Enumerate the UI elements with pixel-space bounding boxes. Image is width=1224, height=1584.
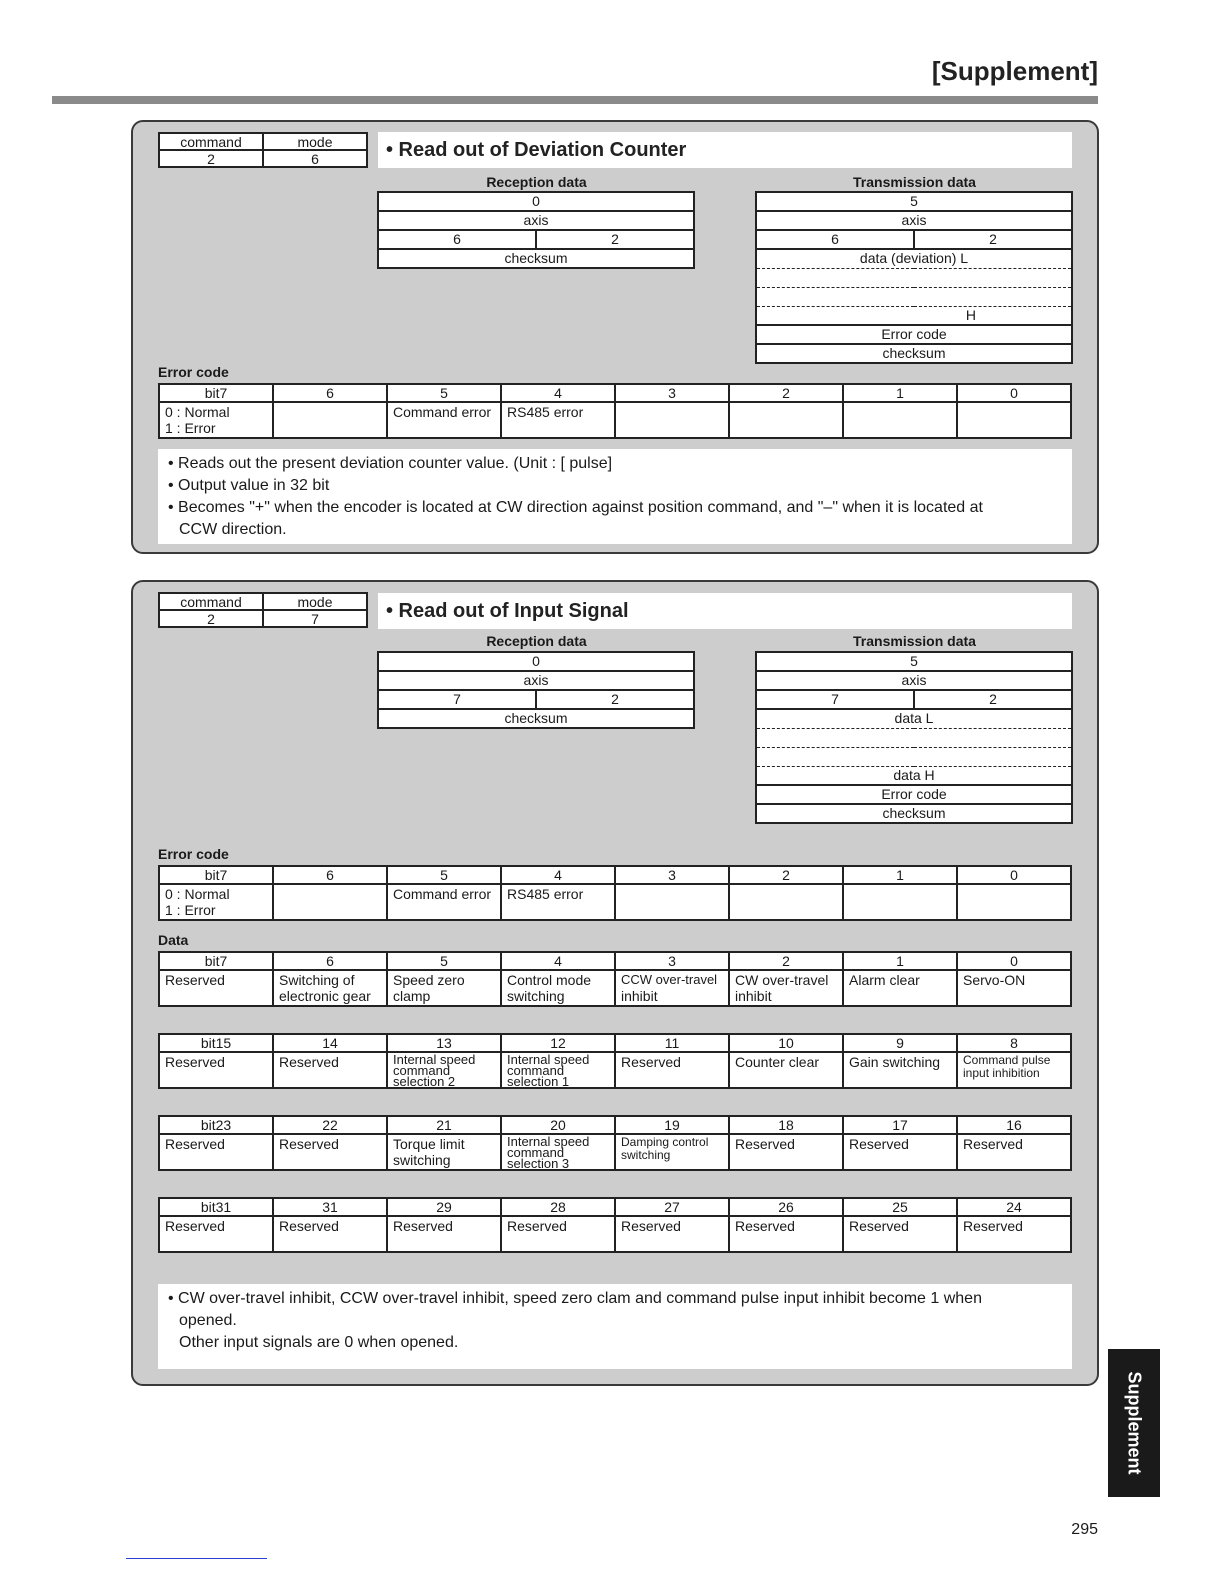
bit-header: 2 xyxy=(729,952,843,970)
bit-header: 0 xyxy=(957,952,1071,970)
command-value: 2 xyxy=(159,150,263,167)
bit-header: 3 xyxy=(615,952,729,970)
transmission-label: Transmission data xyxy=(853,174,976,190)
deviation-counter-panel xyxy=(131,120,1099,554)
reception-start: 0 xyxy=(378,652,694,671)
section-title: • Read out of Input Signal xyxy=(378,593,1072,629)
reception-axis: axis xyxy=(378,211,694,230)
error-code-label: Error code xyxy=(158,364,229,380)
bit-header: 4 xyxy=(501,384,615,402)
ccw-overtravel-text: CCW over-travel xyxy=(621,972,718,987)
bit-cell: Torque limit switching xyxy=(387,1134,501,1170)
error-text: 1 : Error xyxy=(165,902,216,918)
bit-cell xyxy=(843,884,957,920)
transmission-cmd: 7 xyxy=(756,690,914,709)
bit-cell: Alarm clear xyxy=(843,970,957,1006)
data-table-bits-31-24 xyxy=(158,1197,1072,1253)
bit-cell: Servo-ON xyxy=(957,970,1071,1006)
bit7-status xyxy=(159,402,273,438)
bit-header: 14 xyxy=(273,1034,387,1052)
reception-checksum: checksum xyxy=(378,249,694,268)
transmission-mode: 2 xyxy=(914,690,1072,709)
bit-cell: Reserved xyxy=(387,1216,501,1252)
transmission-data-mid2 xyxy=(756,747,1072,766)
bit-cell: Internal speed command selection 2 xyxy=(387,1052,501,1088)
transmission-label: Transmission data xyxy=(853,633,976,649)
bit-header: 8 xyxy=(957,1034,1071,1052)
footer-line xyxy=(126,1558,267,1559)
bit-cell xyxy=(273,402,387,438)
bit-cell xyxy=(729,884,843,920)
page-number: 295 xyxy=(1071,1521,1098,1538)
bit-header: bit23 xyxy=(159,1116,273,1134)
bit-cell: Reserved xyxy=(615,1052,729,1088)
reception-mode: 2 xyxy=(536,230,694,249)
command-mode-table xyxy=(158,592,368,628)
bit-cell: Reserved xyxy=(273,1216,387,1252)
error-text: 1 : Error xyxy=(165,420,216,436)
command-mode-table xyxy=(158,132,368,168)
mode-value: 7 xyxy=(263,610,367,627)
notes-box xyxy=(158,449,1072,544)
bit-cell: Damping control switching xyxy=(615,1134,729,1170)
bit-cell: Switching of electronic gear xyxy=(273,970,387,1006)
transmission-data-mid2 xyxy=(756,287,1072,306)
transmission-start: 5 xyxy=(756,652,1072,671)
bit-header: bit7 xyxy=(159,952,273,970)
error-code-table xyxy=(158,383,1072,439)
note-line: Other input signals are 0 when opened. xyxy=(179,1334,459,1351)
bit-cell: Control mode switching xyxy=(501,970,615,1006)
input-signal-panel xyxy=(131,580,1099,1386)
bit-cell xyxy=(957,402,1071,438)
bit-cell: Internal speed command selection 3 xyxy=(501,1134,615,1170)
bit-cell xyxy=(957,884,1071,920)
bit-cell: Command pulse input inhibition xyxy=(957,1052,1071,1088)
note-line: • Reads out the present deviation counter value. (Unit : [ pulse] xyxy=(168,455,613,472)
data-table-bits-23-16 xyxy=(158,1115,1072,1171)
note-line: • CW over-travel inhibit, CCW over-travel inhibit, speed zero clam and command pulse input inhibit become 1 when xyxy=(168,1290,982,1307)
page-header-title: [Supplement] xyxy=(931,56,1098,86)
bit-header: 31 xyxy=(273,1198,387,1216)
mode-value: 6 xyxy=(263,150,367,167)
command-value: 2 xyxy=(159,610,263,627)
transmission-table xyxy=(755,651,1073,824)
bit-header: 13 xyxy=(387,1034,501,1052)
bit-header: 4 xyxy=(501,952,615,970)
bit-header: 6 xyxy=(273,866,387,884)
transmission-error-code: Error code xyxy=(756,785,1072,804)
normal-text: 0 : Normal xyxy=(165,886,230,902)
bit-cell: Reserved xyxy=(159,1216,273,1252)
bit-cell: Reserved xyxy=(273,1134,387,1170)
transmission-checksum: checksum xyxy=(756,804,1072,823)
bit-header: 3 xyxy=(615,384,729,402)
bit-header: 6 xyxy=(273,952,387,970)
bit-cell: Speed zero clamp xyxy=(387,970,501,1006)
bit-header: bit7 xyxy=(159,384,273,402)
bit-header: 1 xyxy=(843,952,957,970)
bit-header: 12 xyxy=(501,1034,615,1052)
header-rule xyxy=(52,96,1098,104)
bit-cell: RS485 error xyxy=(501,402,615,438)
bit-cell xyxy=(615,970,729,1006)
bit-header: 16 xyxy=(957,1116,1071,1134)
bit-cell: Command error xyxy=(387,402,501,438)
transmission-data-high: data H xyxy=(756,766,1072,785)
transmission-data-high: H xyxy=(756,306,1072,325)
note-line: CCW direction. xyxy=(179,521,287,538)
bit-cell: Reserved xyxy=(159,1134,273,1170)
bit-cell: Reserved xyxy=(729,1134,843,1170)
bit-header: 25 xyxy=(843,1198,957,1216)
data-table-bits-15-8 xyxy=(158,1033,1072,1089)
bit-cell: Reserved xyxy=(273,1052,387,1088)
bit-header: 1 xyxy=(843,866,957,884)
reception-axis: axis xyxy=(378,671,694,690)
bit-cell: CW over-travel inhibit xyxy=(729,970,843,1006)
transmission-table xyxy=(755,191,1073,364)
bit-cell: Gain switching xyxy=(843,1052,957,1088)
bit-header: 0 xyxy=(957,866,1071,884)
bit-cell xyxy=(729,402,843,438)
bit-header: 11 xyxy=(615,1034,729,1052)
data-table-bits-7-0 xyxy=(158,951,1072,1007)
bit-header: 3 xyxy=(615,866,729,884)
normal-text: 0 : Normal xyxy=(165,404,230,420)
error-code-table xyxy=(158,865,1072,921)
bit-header: 26 xyxy=(729,1198,843,1216)
transmission-axis: axis xyxy=(756,211,1072,230)
reception-mode: 2 xyxy=(536,690,694,709)
bit-cell: Reserved xyxy=(729,1216,843,1252)
reception-table xyxy=(377,651,695,729)
transmission-error-code: Error code xyxy=(756,325,1072,344)
bit-cell xyxy=(615,884,729,920)
bit-cell: Reserved xyxy=(843,1134,957,1170)
bit7-status xyxy=(159,884,273,920)
bit-cell: Reserved xyxy=(159,970,273,1006)
bit-header: 29 xyxy=(387,1198,501,1216)
bit-header: 17 xyxy=(843,1116,957,1134)
bit-header: 10 xyxy=(729,1034,843,1052)
bit-cell: Reserved xyxy=(957,1134,1071,1170)
bit-cell: Command error xyxy=(387,884,501,920)
reception-cmd: 6 xyxy=(378,230,536,249)
bit-header: 21 xyxy=(387,1116,501,1134)
supplement-side-tab xyxy=(1108,1349,1160,1497)
note-line: • Output value in 32 bit xyxy=(168,477,330,494)
bit-cell: Reserved xyxy=(957,1216,1071,1252)
command-label: command xyxy=(159,133,263,150)
transmission-data-mid1 xyxy=(756,728,1072,747)
mode-label: mode xyxy=(263,593,367,610)
bit-header: 1 xyxy=(843,384,957,402)
bit-header: bit15 xyxy=(159,1034,273,1052)
bit-header: bit31 xyxy=(159,1198,273,1216)
error-code-label: Error code xyxy=(158,846,229,862)
reception-label: Reception data xyxy=(486,174,587,190)
transmission-cmd: 6 xyxy=(756,230,914,249)
note-line: opened. xyxy=(179,1312,237,1329)
transmission-data-low: data L xyxy=(756,709,1072,728)
bit-header: bit7 xyxy=(159,866,273,884)
note-line: • Becomes "+" when the encoder is located at CW direction against position command, and "–" when it is located at xyxy=(168,499,983,516)
transmission-data-low: data (deviation) L xyxy=(756,249,1072,268)
data-label: Data xyxy=(158,932,189,948)
transmission-checksum: checksum xyxy=(756,344,1072,363)
section-title: • Read out of Deviation Counter xyxy=(378,132,1072,168)
bit-header: 27 xyxy=(615,1198,729,1216)
transmission-start: 5 xyxy=(756,192,1072,211)
bit-header: 2 xyxy=(729,866,843,884)
bit-header: 19 xyxy=(615,1116,729,1134)
bit-header: 9 xyxy=(843,1034,957,1052)
notes-box xyxy=(158,1284,1072,1369)
bit-header: 4 xyxy=(501,866,615,884)
command-label: command xyxy=(159,593,263,610)
bit-cell: RS485 error xyxy=(501,884,615,920)
bit-cell xyxy=(273,884,387,920)
bit-header: 18 xyxy=(729,1116,843,1134)
reception-start: 0 xyxy=(378,192,694,211)
bit-cell xyxy=(843,402,957,438)
bit-header: 0 xyxy=(957,384,1071,402)
bit-header: 2 xyxy=(729,384,843,402)
bit-cell: Reserved xyxy=(843,1216,957,1252)
bit-header: 5 xyxy=(387,384,501,402)
bit-header: 28 xyxy=(501,1198,615,1216)
bit-cell: Reserved xyxy=(501,1216,615,1252)
bit-cell: Reserved xyxy=(615,1216,729,1252)
transmission-axis: axis xyxy=(756,671,1072,690)
reception-checksum: checksum xyxy=(378,709,694,728)
bit-header: 20 xyxy=(501,1116,615,1134)
mode-label: mode xyxy=(263,133,367,150)
bit-header: 22 xyxy=(273,1116,387,1134)
reception-cmd: 7 xyxy=(378,690,536,709)
transmission-mode: 2 xyxy=(914,230,1072,249)
reception-table xyxy=(377,191,695,269)
bit-header: 5 xyxy=(387,866,501,884)
bit-cell: Counter clear xyxy=(729,1052,843,1088)
bit-cell xyxy=(615,402,729,438)
transmission-data-mid1 xyxy=(756,268,1072,287)
bit-cell: Reserved xyxy=(159,1052,273,1088)
bit-header: 5 xyxy=(387,952,501,970)
ccw-inhibit-text: inhibit xyxy=(621,988,658,1004)
reception-label: Reception data xyxy=(486,633,587,649)
bit-cell: Internal speed command selection 1 xyxy=(501,1052,615,1088)
bit-header: 24 xyxy=(957,1198,1071,1216)
side-tab-label: Supplement xyxy=(1124,1371,1145,1475)
bit-header: 6 xyxy=(273,384,387,402)
